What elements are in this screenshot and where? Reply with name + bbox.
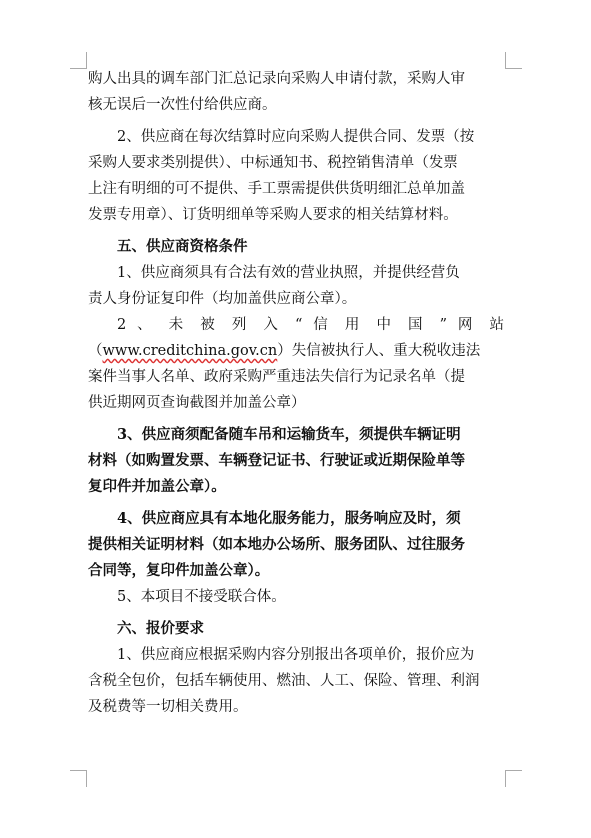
text-line: 2、供应商在每次结算时应向采购人提供合同、发票（按: [117, 129, 475, 145]
text-line: 责人身份证复印件（均加盖供应商公章）。: [88, 291, 357, 307]
text-line: 供近期网页查询截图并加盖公章）: [88, 395, 306, 411]
section-heading-5: 五、供应商资格条件: [117, 238, 248, 255]
document-body: [88, 66, 504, 720]
text-line: [88, 338, 504, 364]
text-line: 上注有明细的可不提供、手工票需提供供货明细汇总单加盖: [88, 181, 465, 197]
text-fragment: ）失信被执行人、重大税收违法: [277, 343, 481, 359]
crop-mark-top-left: [70, 52, 87, 69]
text-line: 1、供应商须具有合法有效的营业执照，并提供经营负: [117, 265, 460, 281]
text-line: 及税费等一切相关费用。: [88, 699, 248, 715]
text-line: 2 、 未 被 列 入 “ 信 用 中 国 ” 网 站: [117, 317, 504, 333]
text-line: 1、供应商应根据采购内容分别报出各项单价，报价应为: [117, 647, 475, 663]
text-line: 复印件并加盖公章）。: [88, 478, 226, 495]
section-heading-6: 六、报价要求: [117, 620, 204, 637]
text-line: 合同等，复印件加盖公章）。: [88, 562, 270, 579]
text-line: 材料（如购置发票、车辆登记证书、行驶证或近期保险单等: [88, 452, 465, 469]
text-line: 采购人要求类别提供）、中标通知书、税控销售清单（发票: [88, 155, 458, 171]
website-url: www.creditchina.gov.cn: [102, 343, 278, 359]
crop-mark-top-right: [505, 52, 522, 69]
text-line: 含税全包价，包括车辆使用、燃油、人工、保险、管理、利润: [88, 673, 480, 689]
crop-mark-bottom-right: [505, 770, 522, 787]
text-line: 5、本项目不接受联合体。: [117, 589, 286, 605]
text-line: 4、供应商应具有本地化服务能力，服务响应及时，须: [117, 510, 461, 527]
paren-open: （: [88, 343, 103, 359]
text-line: 案件当事人名单、政府采购严重违法失信行为记录名单（提: [88, 369, 465, 385]
crop-mark-bottom-left: [70, 770, 87, 787]
text-line: 发票专用章）、订货明细单等采购人要求的相关结算材料。: [88, 207, 458, 223]
text-line: 核无误后一次性付给供应商。: [88, 97, 277, 113]
text-line: 提供相关证明材料（如本地办公场所、服务团队、过往服务: [88, 536, 465, 553]
text-line: 购人出具的调车部门汇总记录向采购人申请付款，采购人审: [88, 71, 465, 87]
text-line: 3、供应商须配备随车吊和运输货车，须提供车辆证明: [117, 426, 461, 443]
